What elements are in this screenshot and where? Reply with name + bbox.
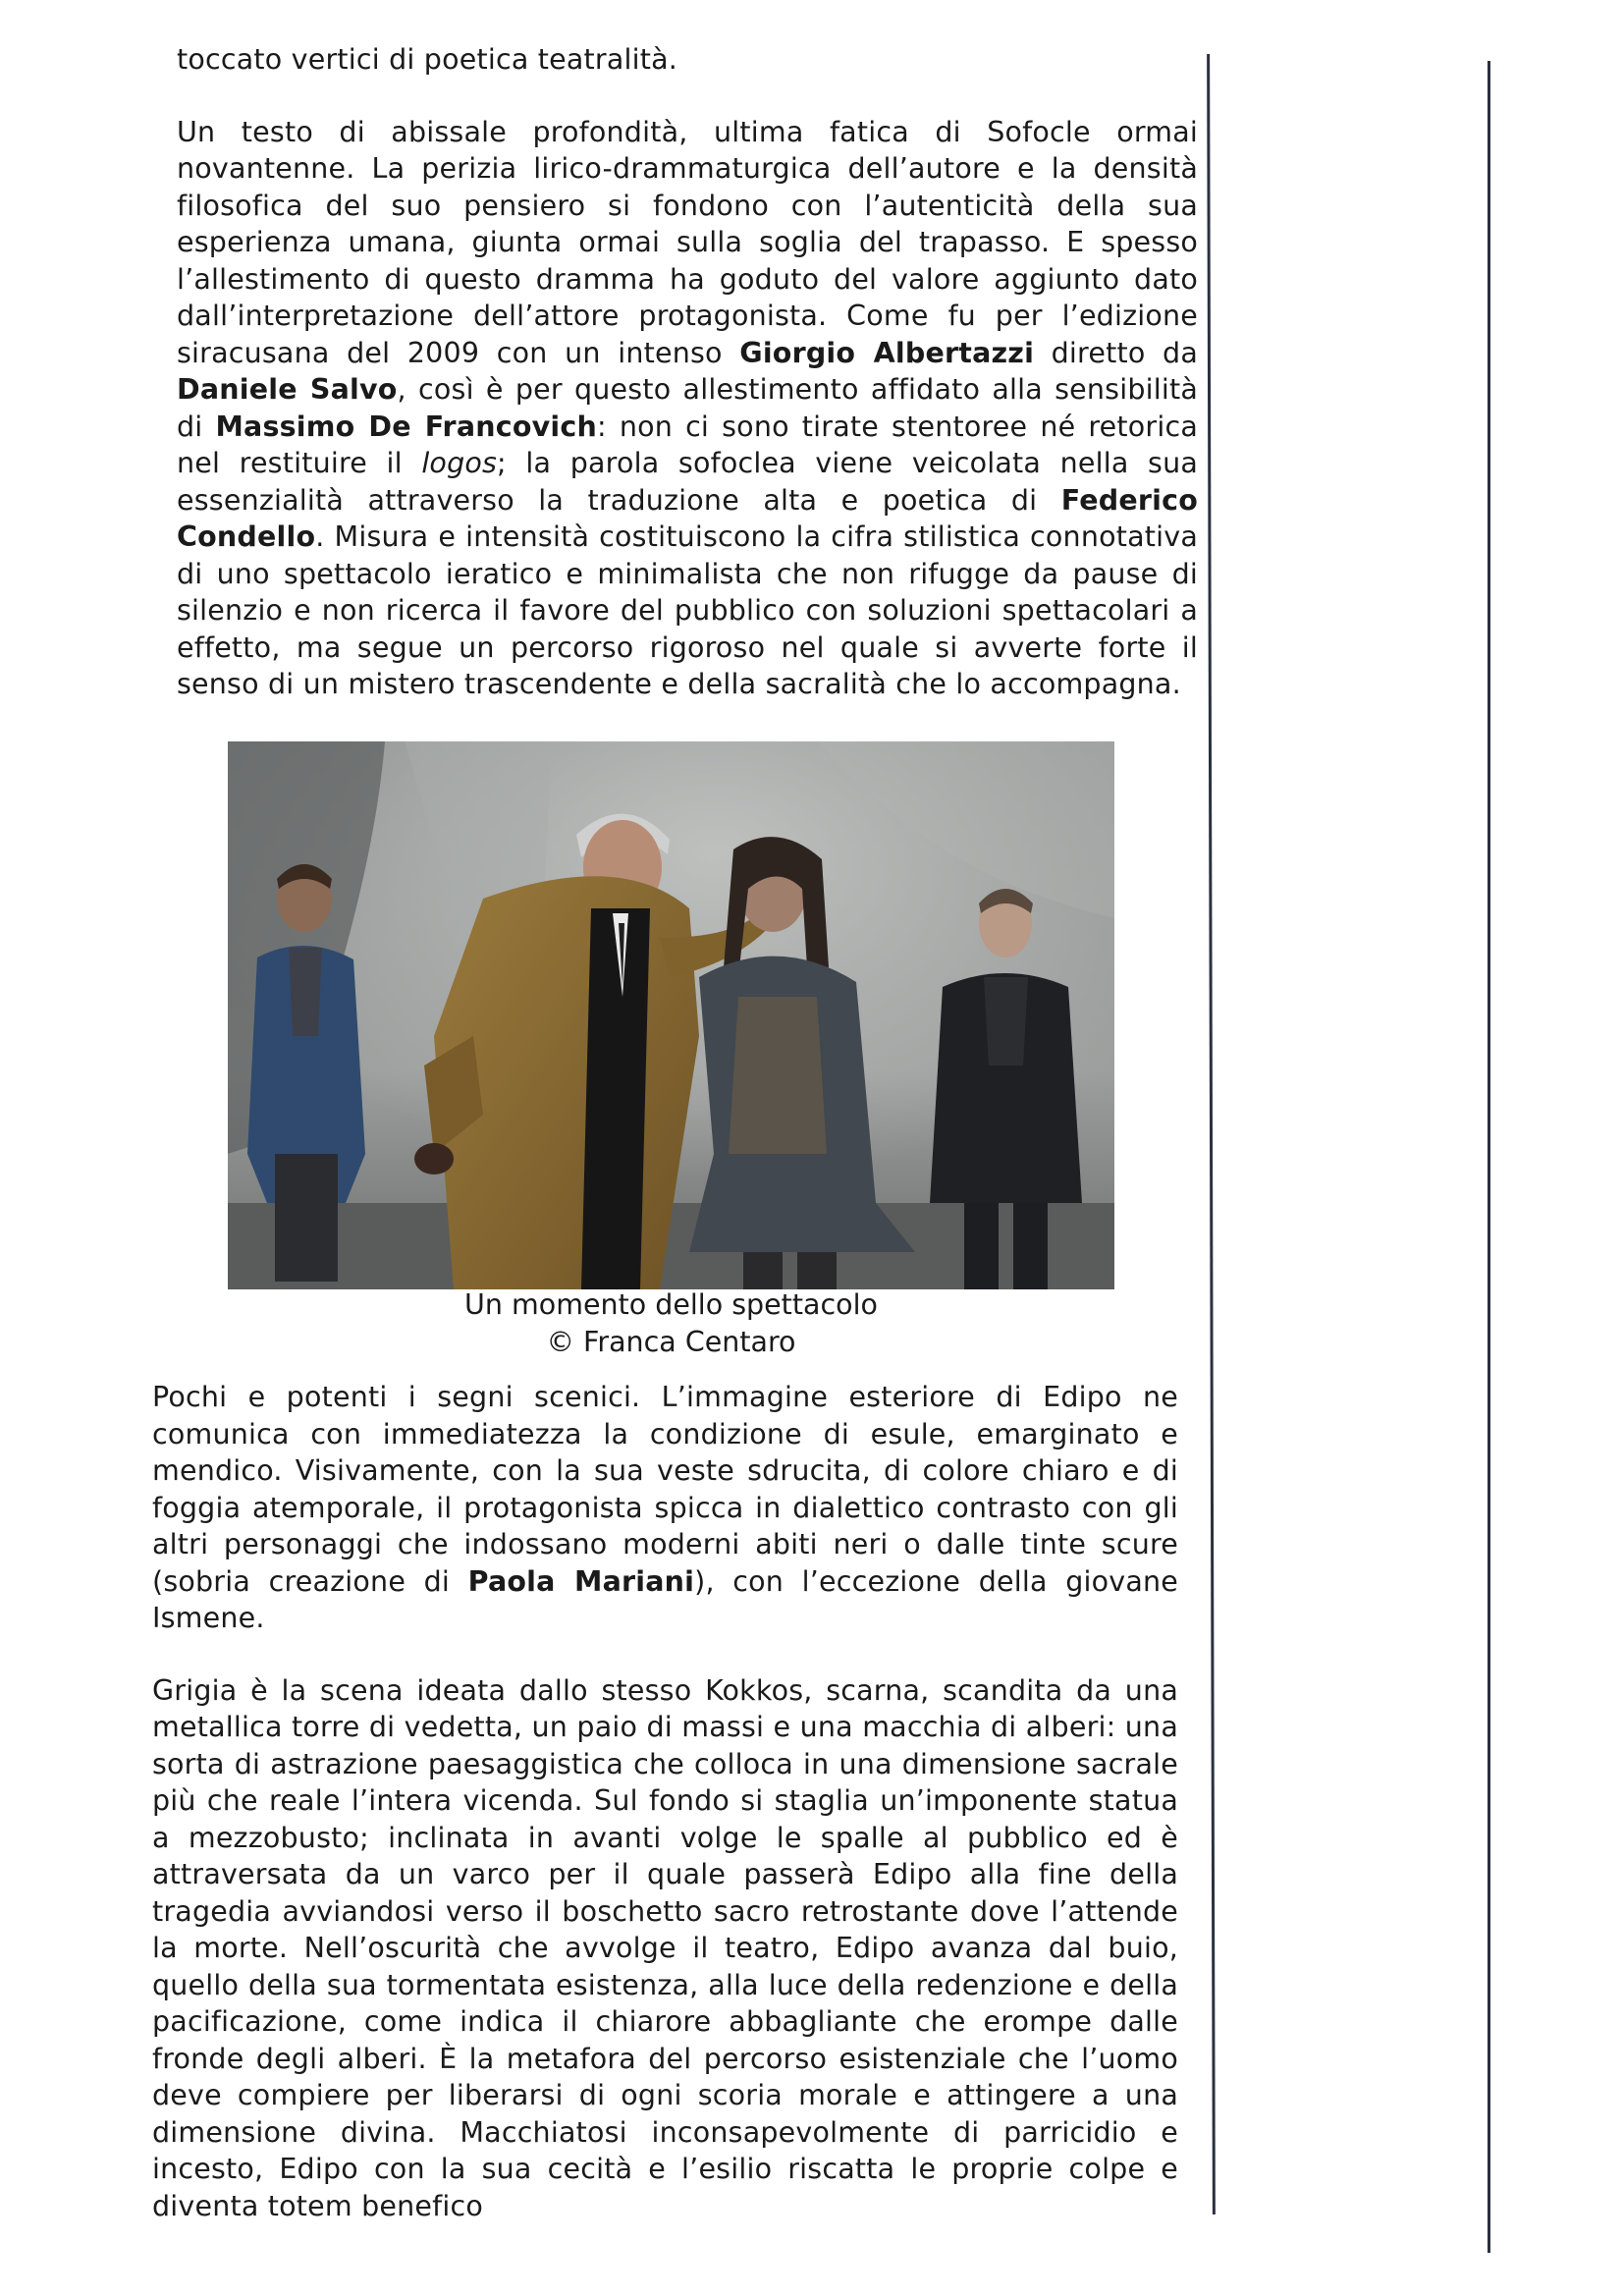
caption-credit: © Franca Centaro	[546, 1326, 796, 1358]
column-rule-outer	[1488, 61, 1490, 2253]
text-run: diretto da	[1034, 336, 1198, 369]
paragraph-scena: Grigia è la scena ideata dallo stesso Kokkos, scarna, scandita da una metallica torre di vedetta, un paio di massi e una macchia di alberi: una sorta di astrazione paesaggistica che colloca in una dimensione sacrale più che reale l’intera vicenda. Sul fondo si staglia un’imponente statua a mezzobusto; inclinata in avanti volge le spalle al pubblico ed è attraversata da un varco per il quale passerà Edipo alla fine della tragedia avviandosi verso il boschetto sacro retrostante dove l’attende la morte. Nell’oscurità che avvolge il teatro, Edipo avanza dal buio, quello della sua tormentata esistenza, alla luce della redenzione e della pacificazione, come indica il chiarore abbagliante che erompe dalle fronde degli alberi. È la metafora del percorso esistenziale che l’uomo deve compiere per liberarsi di ogni scoria morale e attingere a una dimensione divina. Macchiatosi inconsapevolmente di parricidio e incesto, Edipo con la sua cecità e l’esilio riscatta le proprie colpe e diventa totem benefico	[152, 1673, 1178, 2222]
text-run: ; la parola sofoclea viene veicolata nella sua essenzialità attraverso la traduzione alta e poetica di	[177, 447, 1199, 517]
text-run: : non ci sono tirate stentoree né retorica nel restituire il	[177, 410, 1198, 479]
photo-caption	[228, 1286, 1114, 1361]
name-condello: Federico Condello	[177, 483, 1198, 553]
text-run: ), con l’eccezione della giovane Ismene.	[152, 1564, 1178, 1634]
paragraph-fragment: toccato vertici di poetica teatralità.	[177, 43, 678, 76]
paragraph-segni-scenici	[152, 1379, 1178, 1637]
paragraph-sofocle	[177, 114, 1198, 703]
stage-photo	[228, 741, 1114, 1289]
text-run: . Misura e intensità costituiscono la cifra stilistica connotativa di uno spettacolo ieratico e minimalista che non rifugge da pause di silenzio e non ricerca il favore del pubblico con soluzioni spettacolari a effetto, ma segue un percorso rigoroso nel quale si avverte forte il senso di un mistero trascendente e della sacralità che lo accompagna.	[177, 520, 1198, 700]
text-run: Un testo di abissale profondità, ultima fatica di Sofocle ormai novantenne. La perizia lirico-drammaturgica dell’autore e la densità filosofica del suo pensiero si fondono con l’autenticità della sua esperienza umana, giunta ormai sulla soglia del trapasso. E spesso l’allestimento di questo dramma ha goduto del valore aggiunto dato dall’interpretazione dell’attore protagonista. Come fu per l’edizione siracusana del 2009 con un intenso	[177, 115, 1198, 369]
column-rule-inner	[1207, 54, 1216, 2214]
article-bottom	[152, 1379, 1178, 2224]
article-top	[177, 41, 1198, 703]
name-salvo: Daniele Salvo	[177, 373, 398, 406]
name-mariani: Paola Mariani	[467, 1564, 695, 1598]
name-albertazzi: Giorgio Albertazzi	[739, 336, 1035, 369]
word-logos: logos	[421, 447, 498, 479]
stage-photo-illustration	[228, 741, 1114, 1289]
caption-title: Un momento dello spettacolo	[464, 1288, 878, 1321]
text-run: , così è per questo allestimento affidato alla sensibilità di	[177, 373, 1199, 443]
text-run: Pochi e potenti i segni scenici. L’immagine esteriore di Edipo ne comunica con immediatezza la condizione di esule, emarginato e mendico. Visivamente, con la sua veste sdrucita, di colore chiaro e di foggia atemporale, il protagonista spicca in dialettico contrasto con gli altri personaggi che indossano moderni abiti neri o dalle tinte scure (sobria creazione di	[152, 1381, 1178, 1598]
name-de-francovich: Massimo De Francovich	[215, 410, 597, 443]
